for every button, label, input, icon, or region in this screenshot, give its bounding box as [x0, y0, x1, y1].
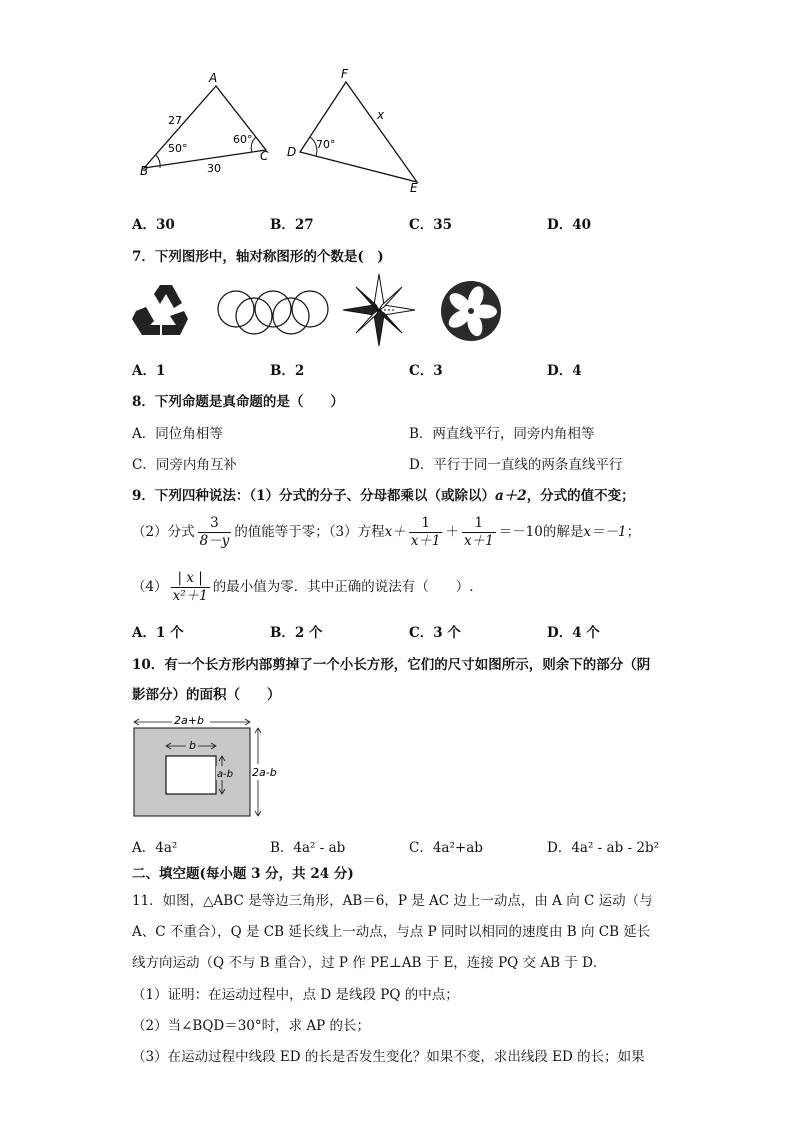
q10-stem-line2: 影部分）的面积（ ） — [132, 687, 281, 703]
q6-triangle-figures — [130, 62, 430, 197]
q11-line3: 线方向运动（Q 不与 B 重合），过 P 作 PE⊥AB 于 E，连接 PQ 交 AB 于 D． — [132, 955, 607, 971]
q7-option-a: A．1 — [132, 363, 166, 379]
q7-option-c: C．3 — [409, 363, 443, 379]
q7-stem: 7．下列图形中，轴对称图形的个数是( ) — [132, 249, 384, 265]
q9-s3-solution: x＝－1 — [583, 524, 627, 540]
q7-option-d: D．4 — [547, 363, 582, 379]
vertex-d: D — [287, 145, 297, 159]
vertex-c: C — [260, 149, 269, 163]
q9-s3-den2: x＋1 — [463, 533, 494, 549]
q10-rectangle-figure — [128, 710, 288, 820]
q8-option-a: A．同位角相等 — [132, 426, 223, 442]
dim-inner-top-label: b — [189, 739, 196, 752]
dim-top-label: 2a+b — [174, 714, 204, 727]
q9-s3-end: ； — [626, 524, 641, 540]
dim-right-label: 2a-b — [252, 766, 277, 779]
q10-option-c: C．4a²+ab — [409, 840, 483, 856]
angle-c-label: 60° — [233, 133, 253, 146]
triangle-def — [287, 67, 418, 195]
q9-s3-plus: ＋ — [445, 524, 459, 540]
q9-s4-prefix: （4） — [132, 579, 168, 595]
q9-option-b: B．2 个 — [270, 625, 323, 641]
q9-fraction-3-over-8-y — [198, 515, 232, 550]
q9-line2 — [132, 515, 640, 550]
q9-s2-denominator: 8－y — [199, 533, 230, 549]
q9-expr: a＋2 — [495, 488, 527, 504]
q9-s4-tail: 的最小值为零．其中正确的说法有（ ）. — [212, 579, 474, 595]
q11-part1: （1）证明：在运动过程中，点 D 是线段 PQ 的中点； — [132, 987, 459, 1003]
q9-s3-den1: x＋1 — [410, 533, 441, 549]
q9-s3-eq: ＝－10 — [498, 524, 543, 540]
q10-option-a: A．4a² — [132, 840, 178, 856]
q9-s2-tail: 的值能等于零；（3）方程 — [234, 524, 385, 540]
q9-s2-numerator: 3 — [198, 515, 232, 533]
q10-option-d: D．4a² - ab - 2b² — [547, 840, 659, 856]
q8-option-c: C．同旁内角互补 — [132, 457, 237, 473]
q10-option-b: B．4a² - ab — [270, 840, 346, 856]
q9-option-c: C．3 个 — [409, 625, 461, 641]
q11-line1: 11．如图，△ABC 是等边三角形，AB＝6，P 是 AC 边上一动点，由 A 向 C 运动（与 — [132, 893, 653, 909]
recycle-icon — [132, 283, 188, 337]
bauhinia-flower-icon — [440, 280, 502, 342]
q8-stem: 8．下列命题是真命题的是（ ） — [132, 394, 344, 410]
q9-fraction-1-over-x1-b — [462, 515, 496, 550]
vertex-a: A — [209, 71, 218, 85]
q9-option-d: D．4 个 — [547, 625, 600, 641]
vertex-b: B — [140, 164, 149, 178]
compass-star-icon — [342, 273, 416, 347]
q9-s3-tail: 的解是 — [542, 524, 584, 540]
side-ab-label: 27 — [168, 114, 182, 127]
q6-option-d: D．40 — [547, 217, 591, 233]
inner-rectangle — [166, 756, 216, 794]
angle-d-label: 70° — [316, 138, 336, 151]
angle-b-label: 50° — [168, 142, 188, 155]
vertex-f: F — [341, 67, 348, 81]
q9-s2-prefix: （2）分式 — [132, 524, 195, 540]
q8-option-b: B．两直线平行，同旁内角相等 — [409, 426, 595, 442]
q6-option-b: B．27 — [270, 217, 314, 233]
section-heading-fill-in: 二、填空题(每小题 3 分，共 24 分) — [132, 866, 354, 882]
q6-option-a: A．30 — [132, 217, 175, 233]
q10-stem-line1: 10．有一个长方形内部剪掉了一个小长方形，它们的尺寸如图所示，则余下的部分（阴 — [132, 657, 651, 673]
q9-line3 — [132, 570, 474, 605]
q9-line1 — [132, 484, 635, 504]
q6-option-c: C．35 — [409, 217, 453, 233]
q7-option-b: B．2 — [270, 363, 305, 379]
dim-inner-right-label: a-b — [217, 769, 234, 780]
side-bc-label: 30 — [207, 162, 221, 175]
vertex-e: E — [410, 181, 418, 195]
q9-s3-x: x＋ — [384, 524, 406, 540]
q9-s3-num1: 1 — [409, 515, 443, 533]
q9-option-a: A．1 个 — [132, 625, 184, 641]
q9-fraction-absx-over-x2-1 — [171, 570, 210, 605]
q11-part3: （3）在运动过程中线段 ED 的长是否发生变化？如果不变，求出线段 ED 的长；如果 — [132, 1049, 645, 1065]
q9-fraction-1-over-x1-a — [409, 515, 443, 550]
q9-s3-num2: 1 — [462, 515, 496, 533]
side-fe-label: x — [377, 108, 385, 122]
q11-part2: （2）当∠BQD＝30°时，求 AP 的长； — [132, 1018, 371, 1034]
q9-line1-tail: ，分式的值不变； — [526, 488, 635, 504]
triangle-abc — [140, 71, 269, 178]
q9-stem: 9．下列四种说法：（1）分式的分子、分母都乘以（或除以） — [132, 488, 496, 504]
q9-s4-numerator: | x | — [171, 570, 210, 588]
q9-s4-denominator: x²＋1 — [172, 588, 208, 604]
q8-option-d: D．平行于同一直线的两条直线平行 — [409, 457, 623, 473]
q11-line2: A、C 不重合），Q 是 CB 延长线上一动点，与点 P 同时以相同的速度由 B 向 CB 延长 — [132, 924, 651, 940]
olympic-rings-icon — [216, 289, 330, 335]
